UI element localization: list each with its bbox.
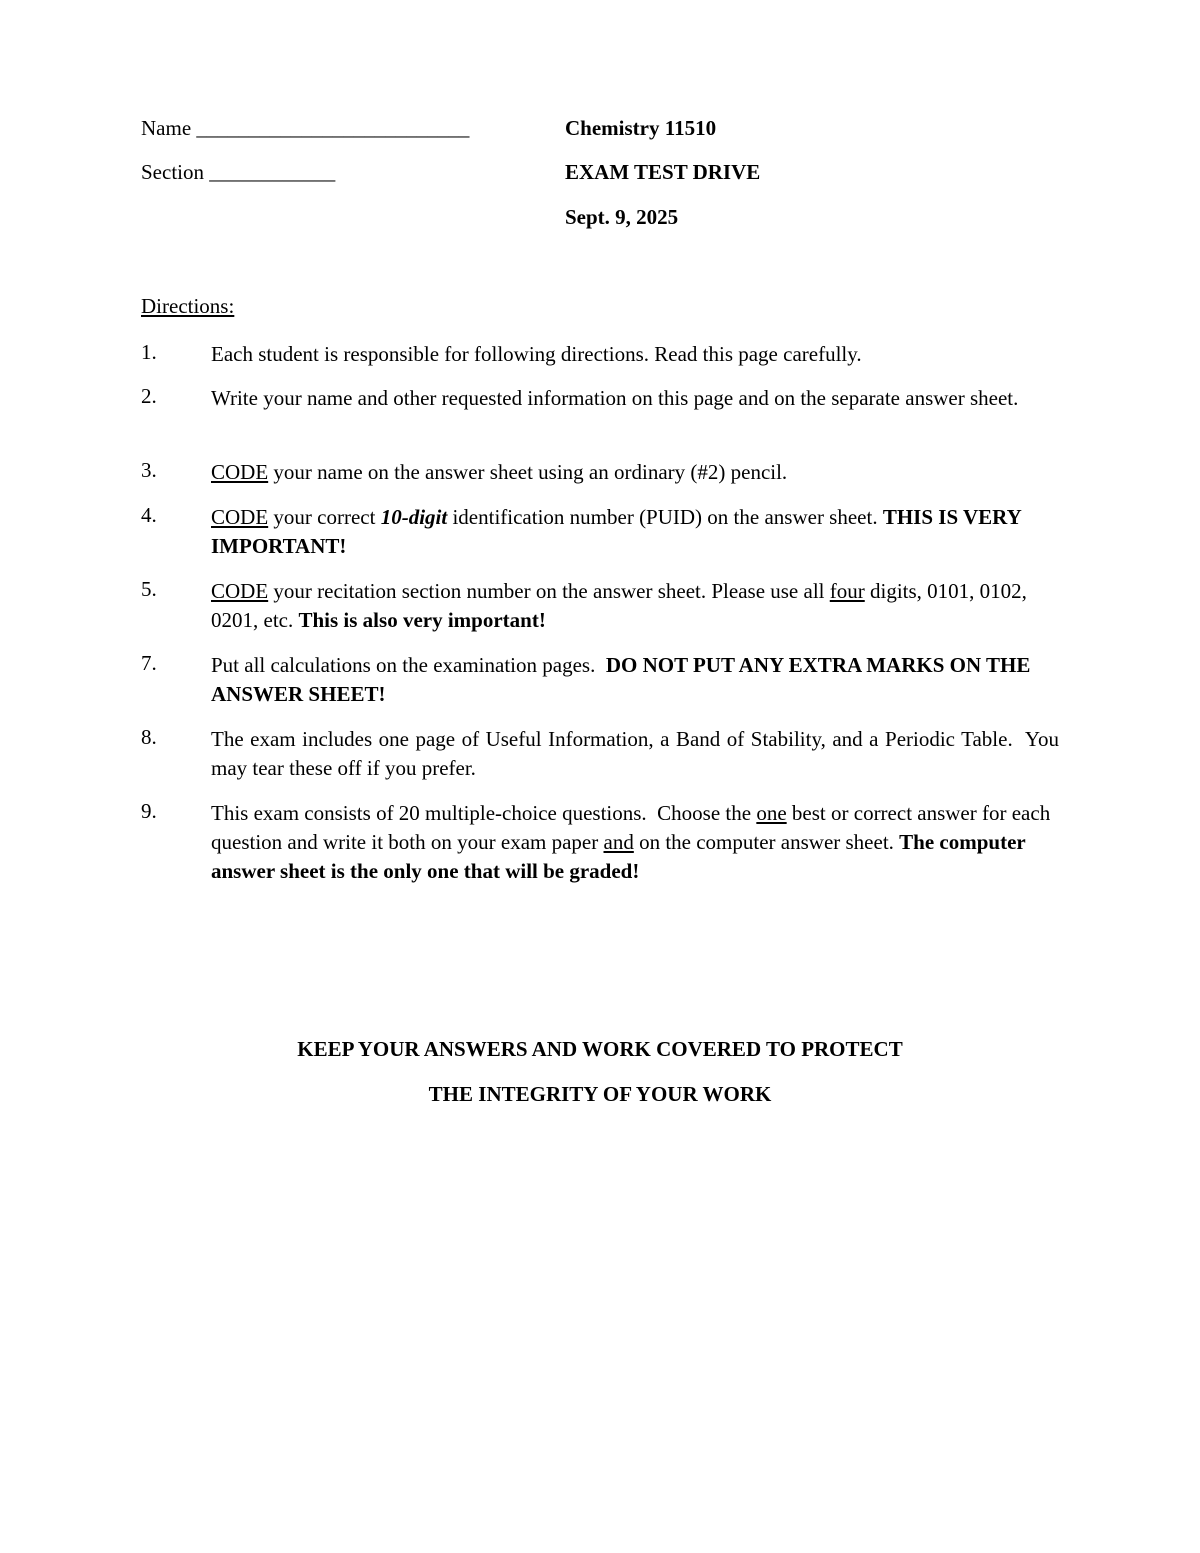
item-number: 7. xyxy=(141,651,157,675)
item-number: 3. xyxy=(141,458,157,482)
item-text-part: Put all calculations on the examination pages. xyxy=(211,653,606,677)
ten-digit-emphasis: 10-digit xyxy=(380,505,448,529)
item-number: 5. xyxy=(141,577,157,601)
section-blank: ____________ xyxy=(209,160,336,184)
item-number: 9. xyxy=(141,799,157,823)
warning-note: DO NOT PUT ANY EXTRA MARKS ON THE ANSWER SHEET! xyxy=(211,653,1031,706)
item-number: 8. xyxy=(141,725,157,749)
four-emphasis: four xyxy=(829,579,865,603)
exam-date: Sept. 9, 2025 xyxy=(565,205,679,229)
graded-note: The computer answer sheet is the only one that will be graded! xyxy=(211,830,1026,883)
important-note: This is also very important! xyxy=(298,608,546,632)
item-text-part: This exam consists of 20 multiple-choice questions. Choose the xyxy=(211,801,757,825)
direction-item-9 xyxy=(141,799,1061,886)
direction-item-7 xyxy=(141,651,1061,709)
item-text-part: best or correct answer for each question and write it both on your exam paper xyxy=(211,801,1051,854)
code-emphasis: CODE xyxy=(211,505,269,529)
direction-item-2 xyxy=(141,384,1061,413)
item-text xyxy=(211,577,1059,635)
item-text xyxy=(211,725,1065,783)
item-text xyxy=(211,651,1059,709)
important-note: THIS IS VERY IMPORTANT! xyxy=(211,505,1021,558)
integrity-warning-line-2: THE INTEGRITY OF YOUR WORK xyxy=(428,1082,772,1106)
direction-item-4 xyxy=(141,503,1061,561)
section-label: Section xyxy=(141,160,204,184)
item-text-part: your correct xyxy=(268,505,381,529)
item-text-part: your name on the answer sheet using an ordinary (#2) pencil. xyxy=(268,460,788,484)
name-field xyxy=(141,116,469,141)
integrity-warning-line-1: KEEP YOUR ANSWERS AND WORK COVERED TO PROTECT xyxy=(297,1037,903,1061)
item-text xyxy=(211,384,1059,413)
and-emphasis: and xyxy=(603,830,634,854)
direction-item-5 xyxy=(141,577,1061,635)
item-number: 4. xyxy=(141,503,157,527)
exam-title: EXAM TEST DRIVE xyxy=(565,160,761,184)
one-emphasis: one xyxy=(756,801,787,825)
item-text xyxy=(211,799,1059,886)
name-label: Name xyxy=(141,116,192,140)
directions-heading: Directions: xyxy=(141,294,235,318)
item-text-part: identification number (PUID) on the answer sheet. xyxy=(447,505,883,529)
direction-item-3 xyxy=(141,458,1061,487)
direction-item-1 xyxy=(141,340,1061,369)
item-text-part: digits, 0101, 0102, 0201, etc. xyxy=(211,579,1027,632)
code-emphasis: CODE xyxy=(211,460,269,484)
name-blank: __________________________ xyxy=(196,116,470,140)
direction-item-8 xyxy=(141,725,1065,783)
section-field xyxy=(141,160,335,185)
item-text-part: The exam includes one page of Useful Information, a Band of Stability, and a Periodic Table. You may tear these off if you prefer. xyxy=(211,727,1065,780)
item-text-part: Each student is responsible for following directions. Read this page carefully. xyxy=(211,342,862,366)
item-text xyxy=(211,458,1059,487)
item-text xyxy=(211,340,1059,369)
item-number: 2. xyxy=(141,384,157,408)
item-number: 1. xyxy=(141,340,157,364)
item-text-part: your recitation section number on the answer sheet. Please use all xyxy=(268,579,830,603)
code-emphasis: CODE xyxy=(211,579,269,603)
course-title: Chemistry 11510 xyxy=(565,116,717,140)
item-text-part: on the computer answer sheet. xyxy=(633,830,900,854)
item-text-part: Write your name and other requested information on this page and on the separate answer sheet. xyxy=(211,386,1019,410)
item-text xyxy=(211,503,1059,561)
